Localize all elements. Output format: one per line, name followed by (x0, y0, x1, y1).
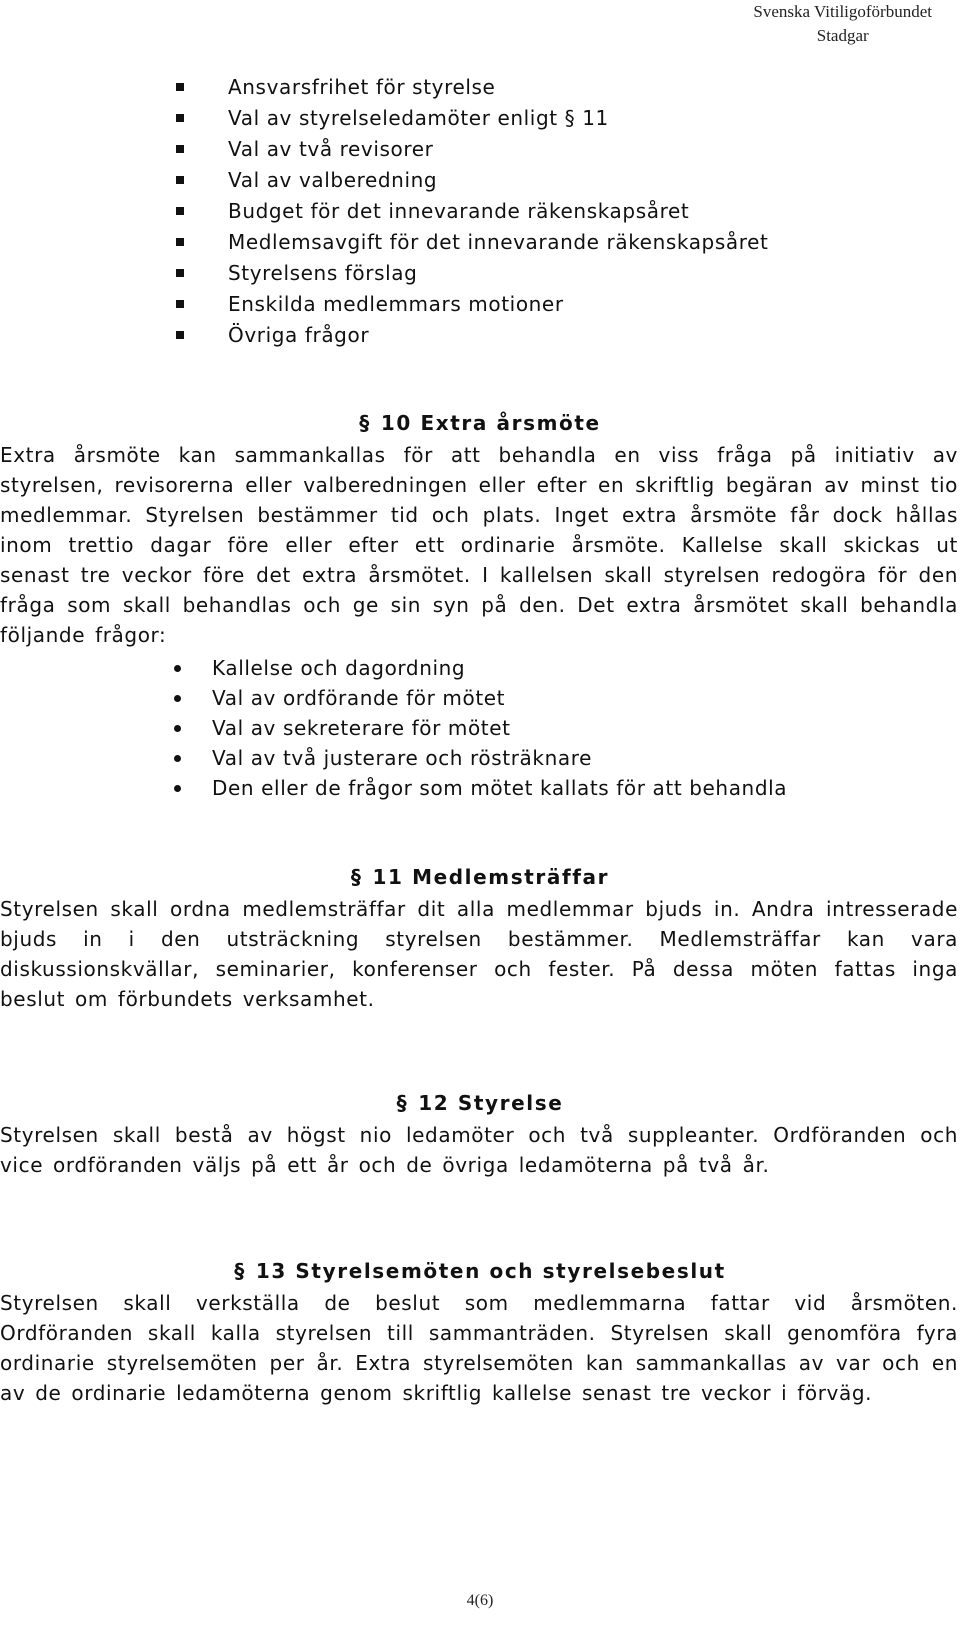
section-13-styrelsemoten (0, 1255, 960, 1408)
list-item: Ansvarsfrihet för styrelse (176, 72, 960, 103)
square-bullet-icon (176, 83, 184, 91)
section-heading-text: 11 Medlemsträffar (372, 865, 610, 889)
section-heading-text: 12 Styrelse (418, 1091, 564, 1115)
list-item: Val av styrelseledamöter enligt § 11 (176, 103, 960, 134)
section-paragraph: Styrelsen skall bestå av högst nio ledamöter och två suppleanter. Ordföranden och vice ordföranden väljs på ett år och de övriga ledamöterna på två år. (0, 1123, 958, 1177)
round-bullet-icon (174, 785, 181, 792)
section-sign-icon: § (350, 865, 363, 889)
section-10-extra-arsmote (0, 407, 960, 803)
section-paragraph: Extra årsmöte kan sammankallas för att behandla en viss fråga på initiativ av styrelsen, revisorerna eller valberedningen eller efter en skriftlig begäran av minst tio medlemmar. Styrelsen bestämmer tid och plats. Inget extra årsmöte får dock hållas inom trettio dagar före eller efter ett ordinarie årsmöte. Kallelse skall skickas ut senast tre veckor före det extra årsmötet. I kallelsen skall styrelsen redogöra för den fråga som skall behandlas och ge sin syn på den. Det extra årsmötet skall behandla följande frågor: (0, 443, 958, 647)
round-bullet-icon (174, 725, 181, 732)
square-bullet-icon (176, 176, 184, 184)
square-bullet-icon (176, 114, 184, 122)
list-item: Val av valberedning (176, 165, 960, 196)
section-heading (0, 407, 960, 440)
section-paragraph: Styrelsen skall verkställa de beslut som medlemmarna fattar vid årsmöten. Ordföranden skall kalla styrelsen till sammanträden. Styrelsen skall genomföra fyra ordinarie styrelsemöten per år. Extra styrelsemöten kan sammankallas av var och en av de ordinarie ledamöterna genom skriftlig kallelse senast tre veckor i förväg. (0, 1291, 958, 1405)
square-bullet-icon (176, 145, 184, 153)
header-doc-title: Stadgar (816, 26, 869, 45)
round-bullet-icon (174, 755, 181, 762)
list-item: Val av ordförande för mötet (166, 683, 960, 713)
section-heading (0, 1087, 960, 1120)
list-item: Val av två revisorer (176, 134, 960, 165)
section-11-medlemstraffar (0, 861, 960, 1014)
section-heading-text: 13 Styrelsemöten och styrelsebeslut (255, 1259, 726, 1283)
round-bullet-icon (174, 665, 181, 672)
square-bullet-icon (176, 269, 184, 277)
section-heading (0, 1255, 960, 1288)
list-item: Val av sekreterare för mötet (166, 713, 960, 743)
list-item: Kallelse och dagordning (166, 653, 960, 683)
list-item: Budget för det innevarande räkenskapsåret (176, 196, 960, 227)
section-12-styrelse (0, 1087, 960, 1180)
square-bullet-icon (176, 331, 184, 339)
square-bullet-icon (176, 207, 184, 215)
square-bullet-icon (176, 300, 184, 308)
section-heading (0, 861, 960, 894)
section-sign-icon: § (234, 1259, 246, 1283)
list-item: Övriga frågor (176, 320, 960, 351)
list-item: Medlemsavgift för det innevarande räkenskapsåret (176, 227, 960, 258)
list-item: Den eller de frågor som mötet kallats för att behandla (166, 773, 960, 803)
document-header (753, 0, 932, 48)
section-sign-icon: § (359, 411, 371, 435)
list-item: Styrelsens förslag (176, 258, 960, 289)
page-number: 4(6) (466, 1592, 494, 1609)
section-paragraph: Styrelsen skall ordna medlemsträffar dit alla medlemmar bjuds in. Andra intresserade bjuds in i den utsträckning styrelsen bestämmer. Medlemsträffar kan vara diskussionskvällar, seminarier, konferenser och fester. På dessa möten fattas inga beslut om förbundets verksamhet. (0, 897, 958, 1011)
agenda-list (0, 72, 960, 351)
header-org: Svenska Vitiligoförbundet (753, 2, 932, 21)
round-bullet-icon (174, 695, 181, 702)
section-heading-text: 10 Extra årsmöte (380, 411, 601, 435)
square-bullet-icon (176, 238, 184, 246)
extra-meeting-topics-list (0, 653, 960, 803)
list-item: Enskilda medlemmars motioner (176, 289, 960, 320)
section-sign-icon: § (396, 1091, 409, 1115)
list-item: Val av två justerare och rösträknare (166, 743, 960, 773)
document-body (0, 72, 960, 1408)
